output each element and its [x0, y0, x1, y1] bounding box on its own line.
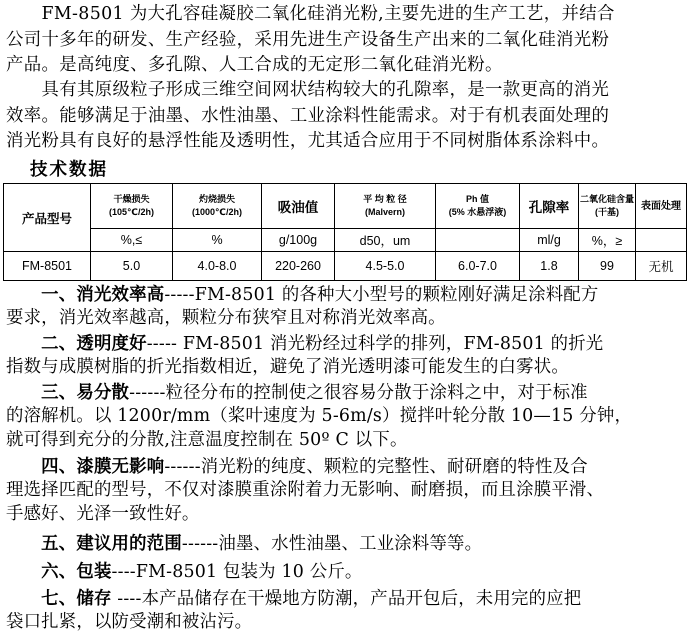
- section-text: ----- FM-8501 消光粉经过科学的排列，FM-8501 的折光: [146, 334, 604, 354]
- unit-cell: [436, 229, 520, 252]
- table-units-row: [4, 229, 687, 252]
- section-text: ------油墨、水性油墨、工业涂料等等。: [181, 534, 483, 554]
- unit-cell: %，≥: [579, 229, 636, 252]
- section-1: [6, 284, 688, 331]
- header-oil-absorption: 吸油值: [262, 184, 335, 229]
- section-title: 五、建议用的范围: [6, 534, 182, 554]
- intro-line: 消光粉具有良好的悬浮性能及透明性，尤其适合应用于不同树脂体系涂料中。: [6, 131, 610, 151]
- section-text: ------粒径分布的控制使之很容易分散于涂料之中，对于标准: [129, 383, 588, 403]
- intro-line: 产品。是高纯度、多孔隙、人工合成的无定形二氧化硅消光粉。: [6, 55, 503, 75]
- unit-cell: g/100g: [262, 229, 335, 252]
- header-particle-size-name: 平 均 粒 径: [363, 194, 407, 204]
- header-particle-size-cond: (Malvern): [364, 207, 405, 217]
- section-line: 指数与成膜树脂的折光指数相近，避免了消光透明漆可能发生的白雾状。: [6, 357, 569, 378]
- unit-cell: ml/g: [520, 229, 579, 252]
- section-title: 二、透明度好: [6, 334, 147, 354]
- header-dry-loss: [91, 184, 173, 229]
- intro-line: 效率。能够满足于油墨、水性油墨、工业涂料性能需求。对于有机表面处理的: [6, 105, 610, 126]
- section-4: [6, 456, 688, 526]
- section-line: 要求，消光效率越高，颗粒分布狭窄且对称消光效率高。: [6, 308, 446, 329]
- cell-model: FM-8501: [4, 252, 91, 281]
- cell-particle-size: 4.5-5.0: [335, 252, 436, 281]
- header-porosity: 孔隙率: [520, 184, 579, 229]
- section-title: 六、包装: [6, 562, 112, 582]
- section-line: [6, 561, 688, 584]
- section-line: [6, 333, 688, 356]
- cell-ph: 6.0-7.0: [436, 252, 520, 281]
- section-line: 手感好、光泽一致性好。: [6, 503, 200, 524]
- header-model: 产品型号: [4, 184, 91, 252]
- section-title: 一、消光效率高: [6, 285, 165, 305]
- cell-oil-absorption: 220-260: [262, 252, 335, 281]
- cell-dry-loss: 5.0: [91, 252, 173, 281]
- section-line: [6, 382, 688, 405]
- cell-porosity: 1.8: [520, 252, 579, 281]
- section-text: ----本产品储存在干燥地方防潮，产品开包后，未用完的应把: [111, 589, 582, 609]
- header-particle-size: [335, 184, 436, 229]
- table-header-row: [4, 184, 687, 229]
- section-5: [6, 533, 688, 556]
- section-title: 四、漆膜无影响: [6, 457, 165, 477]
- header-ignition-loss-cond: (1000℃/2h): [192, 207, 242, 217]
- unit-cell: [636, 229, 687, 252]
- header-sio2-cond: (干基): [595, 207, 619, 217]
- tech-data-heading: 技术数据: [30, 160, 108, 180]
- section-text: ----FM-8501 包装为 10 公斤。: [111, 562, 363, 582]
- cell-ignition-loss: 4.0-8.0: [173, 252, 262, 281]
- header-ph-name: Ph 值: [465, 194, 489, 204]
- section-title: 三、易分散: [6, 383, 130, 403]
- intro-line: 具有其原级粒子形成三维空间网状结构较大的孔隙率，是一款更高的消光: [6, 80, 610, 100]
- section-title: 七、储存: [6, 589, 112, 609]
- section-line: 就可得到充分的分散,注意温度控制在 50º C 以下。: [6, 429, 408, 450]
- section-text: ------消光粉的纯度、颗粒的完整性、耐研磨的特性及合: [164, 457, 588, 477]
- section-line: [6, 456, 688, 479]
- header-dry-loss-name: 干燥损失: [113, 194, 150, 204]
- section-line: 的溶解机。以 1200r/mm（桨叶速度为 5-6m/s）搅拌叶轮分散 10—15 分钟，: [6, 406, 633, 427]
- section-text: -----FM-8501 的各种大小型号的颗粒刚好满足涂料配方: [164, 285, 599, 305]
- header-sio2-name: 二氧化硅含量: [579, 194, 634, 204]
- intro-line: 公司十多年的研发、生产经验，采用先进生产设备生产出来的二氧化硅消光粉: [6, 29, 610, 50]
- section-line: 理选择匹配的型号，不仅对漆膜重涂附着力无影响、耐磨损，而且涂膜平滑、: [6, 480, 605, 501]
- cell-sio2: 99: [579, 252, 636, 281]
- cell-surface: 无机: [636, 252, 687, 281]
- section-6: [6, 561, 688, 584]
- unit-cell: %,≤: [91, 229, 173, 252]
- section-line: [6, 533, 688, 556]
- header-ph: [436, 184, 520, 229]
- header-sio2: [579, 184, 636, 229]
- header-surface: 表面处理: [636, 184, 687, 229]
- section-line: [6, 588, 688, 611]
- header-dry-loss-cond: (105℃/2h): [109, 207, 154, 217]
- intro-line: FM-8501 为大孔容硅凝胶二氧化硅消光粉,主要先进的生产工艺，并结合: [6, 4, 615, 24]
- header-ph-cond: (5% 水悬浮液): [448, 207, 507, 217]
- table-row: [4, 252, 687, 281]
- intro-paragraph-2: [6, 78, 688, 155]
- section-line: 袋口扎紧，以防受潮和被沾污。: [6, 612, 253, 633]
- section-3: [6, 382, 688, 452]
- section-line: [6, 284, 688, 307]
- unit-cell: d50，um: [335, 229, 436, 252]
- tech-data-table: [3, 183, 687, 281]
- intro-paragraph-1: [6, 2, 688, 79]
- section-7: [6, 588, 688, 635]
- unit-cell: %: [173, 229, 262, 252]
- header-ignition-loss-name: 灼烧损失: [198, 194, 235, 204]
- header-ignition-loss: [173, 184, 262, 229]
- section-2: [6, 333, 688, 380]
